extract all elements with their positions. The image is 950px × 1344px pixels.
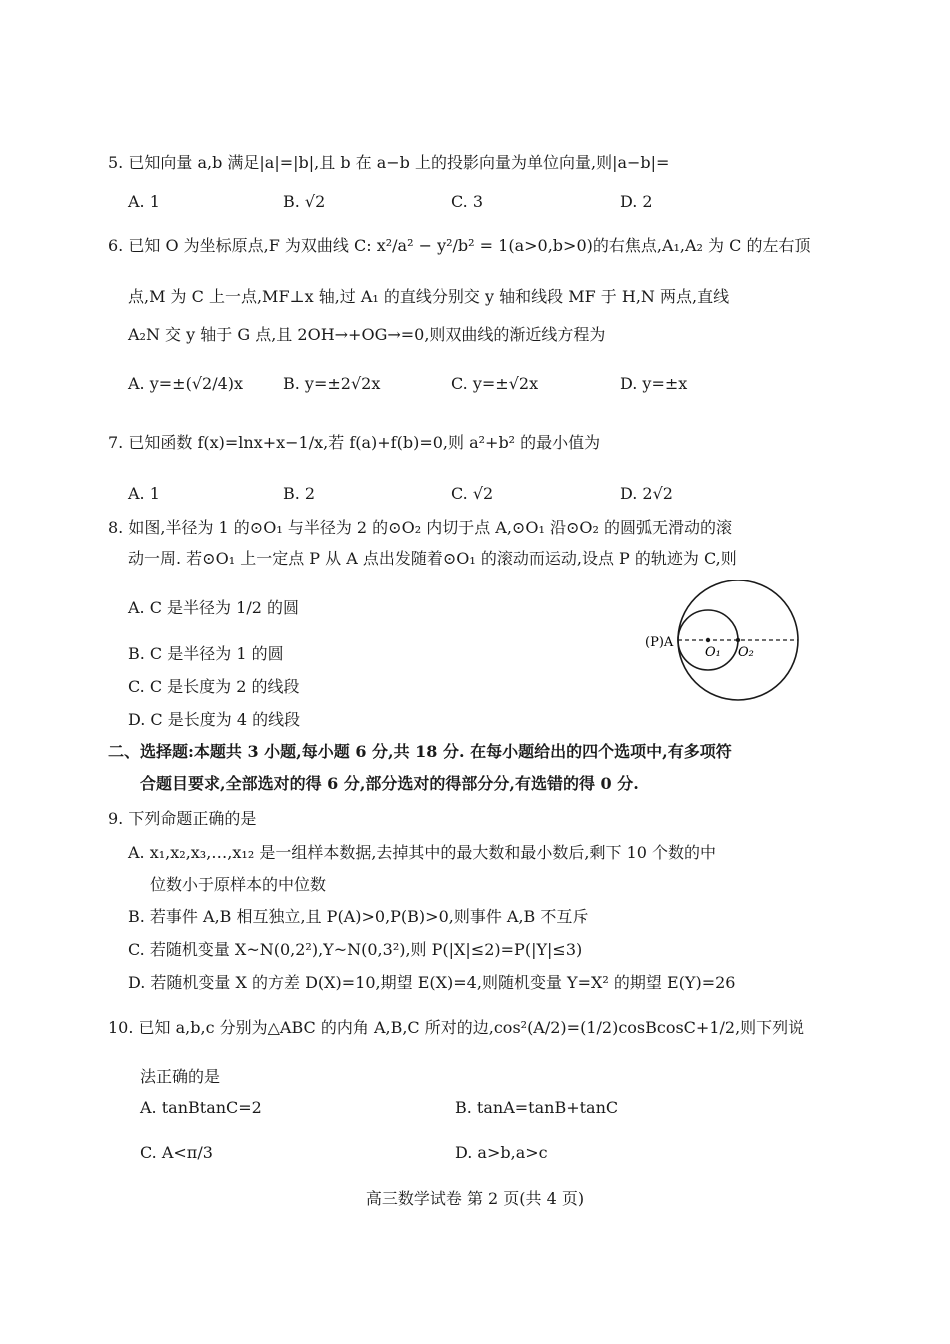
label-o2: O₂ xyxy=(738,645,754,660)
tangent-circles-figure xyxy=(640,580,810,710)
question-8-line-2: 动一周. 若⊙O₁ 上一定点 P 从 A 点出发随着⊙O₁ 的滚动而运动,设点 P 的轨迹为 C,则 xyxy=(128,549,737,568)
question-8-option-d: D. C 是长度为 4 的线段 xyxy=(128,710,301,729)
question-7-option-d: D. 2√2 xyxy=(620,484,673,503)
section-2-line-2: 合题目要求,全部选对的得 6 分,部分选对的得部分分,有选错的得 0 分. xyxy=(140,774,639,793)
question-5-option-a: A. 1 xyxy=(128,192,160,211)
question-9-stem: 9. 下列命题正确的是 xyxy=(108,809,257,828)
question-6-line-2: 点,M 为 C 上一点,MF⊥x 轴,过 A₁ 的直线分别交 y 轴和线段 MF 于 H,N 两点,直线 xyxy=(128,287,730,306)
question-10-option-d: D. a>b,a>c xyxy=(455,1143,548,1162)
center-o2-dot xyxy=(736,638,740,642)
question-6-option-d: D. y=±x xyxy=(620,374,688,393)
question-10-option-a: A. tanBtanC=2 xyxy=(140,1098,262,1117)
page-footer: 高三数学试卷 第 2 页(共 4 页) xyxy=(365,1189,585,1208)
label-p-a: (P)A xyxy=(645,635,674,650)
label-o1: O₁ xyxy=(705,645,721,660)
question-6-line-1: 6. 已知 O 为坐标原点,F 为双曲线 C: x²/a² − y²/b² = 1(a>0,b>0)的右焦点,A₁,A₂ 为 C 的左右顶 xyxy=(108,236,811,255)
question-8-option-a: A. C 是半径为 1/2 的圆 xyxy=(128,598,299,617)
question-8-line-1: 8. 如图,半径为 1 的⊙O₁ 与半径为 2 的⊙O₂ 内切于点 A,⊙O₁ 沿⊙O₂ 的圆弧无滑动的滚 xyxy=(108,518,732,537)
question-10-option-b: B. tanA=tanB+tanC xyxy=(455,1098,619,1117)
question-5-stem: 5. 已知向量 a,b 满足|a|=|b|,且 b 在 a−b 上的投影向量为单位向量,则|a−b|= xyxy=(108,153,670,172)
question-7-option-b: B. 2 xyxy=(283,484,316,503)
question-6-option-c: C. y=±√2x xyxy=(451,374,539,393)
question-8-option-b: B. C 是半径为 1 的圆 xyxy=(128,644,284,663)
center-o1-dot xyxy=(706,638,710,642)
question-7-option-c: C. √2 xyxy=(451,484,494,503)
question-9-option-a-line-1: A. x₁,x₂,x₃,…,x₁₂ 是一组样本数据,去掉其中的最大数和最小数后,剩下 10 个数的中 xyxy=(128,843,717,862)
question-9-option-c: C. 若随机变量 X~N(0,2²),Y~N(0,3²),则 P(|X|≤2)=P(|Y|≤3) xyxy=(128,940,583,959)
question-10-option-c: C. A<π/3 xyxy=(140,1143,213,1162)
question-6-option-a: A. y=±(√2/4)x xyxy=(128,374,244,393)
question-9-option-b: B. 若事件 A,B 相互独立,且 P(A)>0,P(B)>0,则事件 A,B 不互斥 xyxy=(128,907,589,926)
question-5-option-d: D. 2 xyxy=(620,192,653,211)
question-10-line-1: 10. 已知 a,b,c 分别为△ABC 的内角 A,B,C 所对的边,cos²(A/2)=(1/2)cosBcosC+1/2,则下列说 xyxy=(108,1018,805,1037)
question-7-option-a: A. 1 xyxy=(128,484,160,503)
question-6-option-b: B. y=±2√2x xyxy=(283,374,381,393)
question-7-stem: 7. 已知函数 f(x)=lnx+x−1/x,若 f(a)+f(b)=0,则 a²+b² 的最小值为 xyxy=(108,433,601,452)
question-10-line-2: 法正确的是 xyxy=(140,1067,221,1086)
question-9-option-d: D. 若随机变量 X 的方差 D(X)=10,期望 E(X)=4,则随机变量 Y=X² 的期望 E(Y)=26 xyxy=(128,973,736,992)
question-8-option-c: C. C 是长度为 2 的线段 xyxy=(128,677,300,696)
question-5-option-b: B. √2 xyxy=(283,192,326,211)
question-9-option-a-line-2: 位数小于原样本的中位数 xyxy=(150,875,327,894)
question-6-line-3: A₂N 交 y 轴于 G 点,且 2OH→+OG→=0,则双曲线的渐近线方程为 xyxy=(128,325,606,344)
question-5-option-c: C. 3 xyxy=(451,192,484,211)
section-2-line-1: 二、选择题:本题共 3 小题,每小题 6 分,共 18 分. 在每小题给出的四个选项中,有多项符 xyxy=(108,742,732,761)
